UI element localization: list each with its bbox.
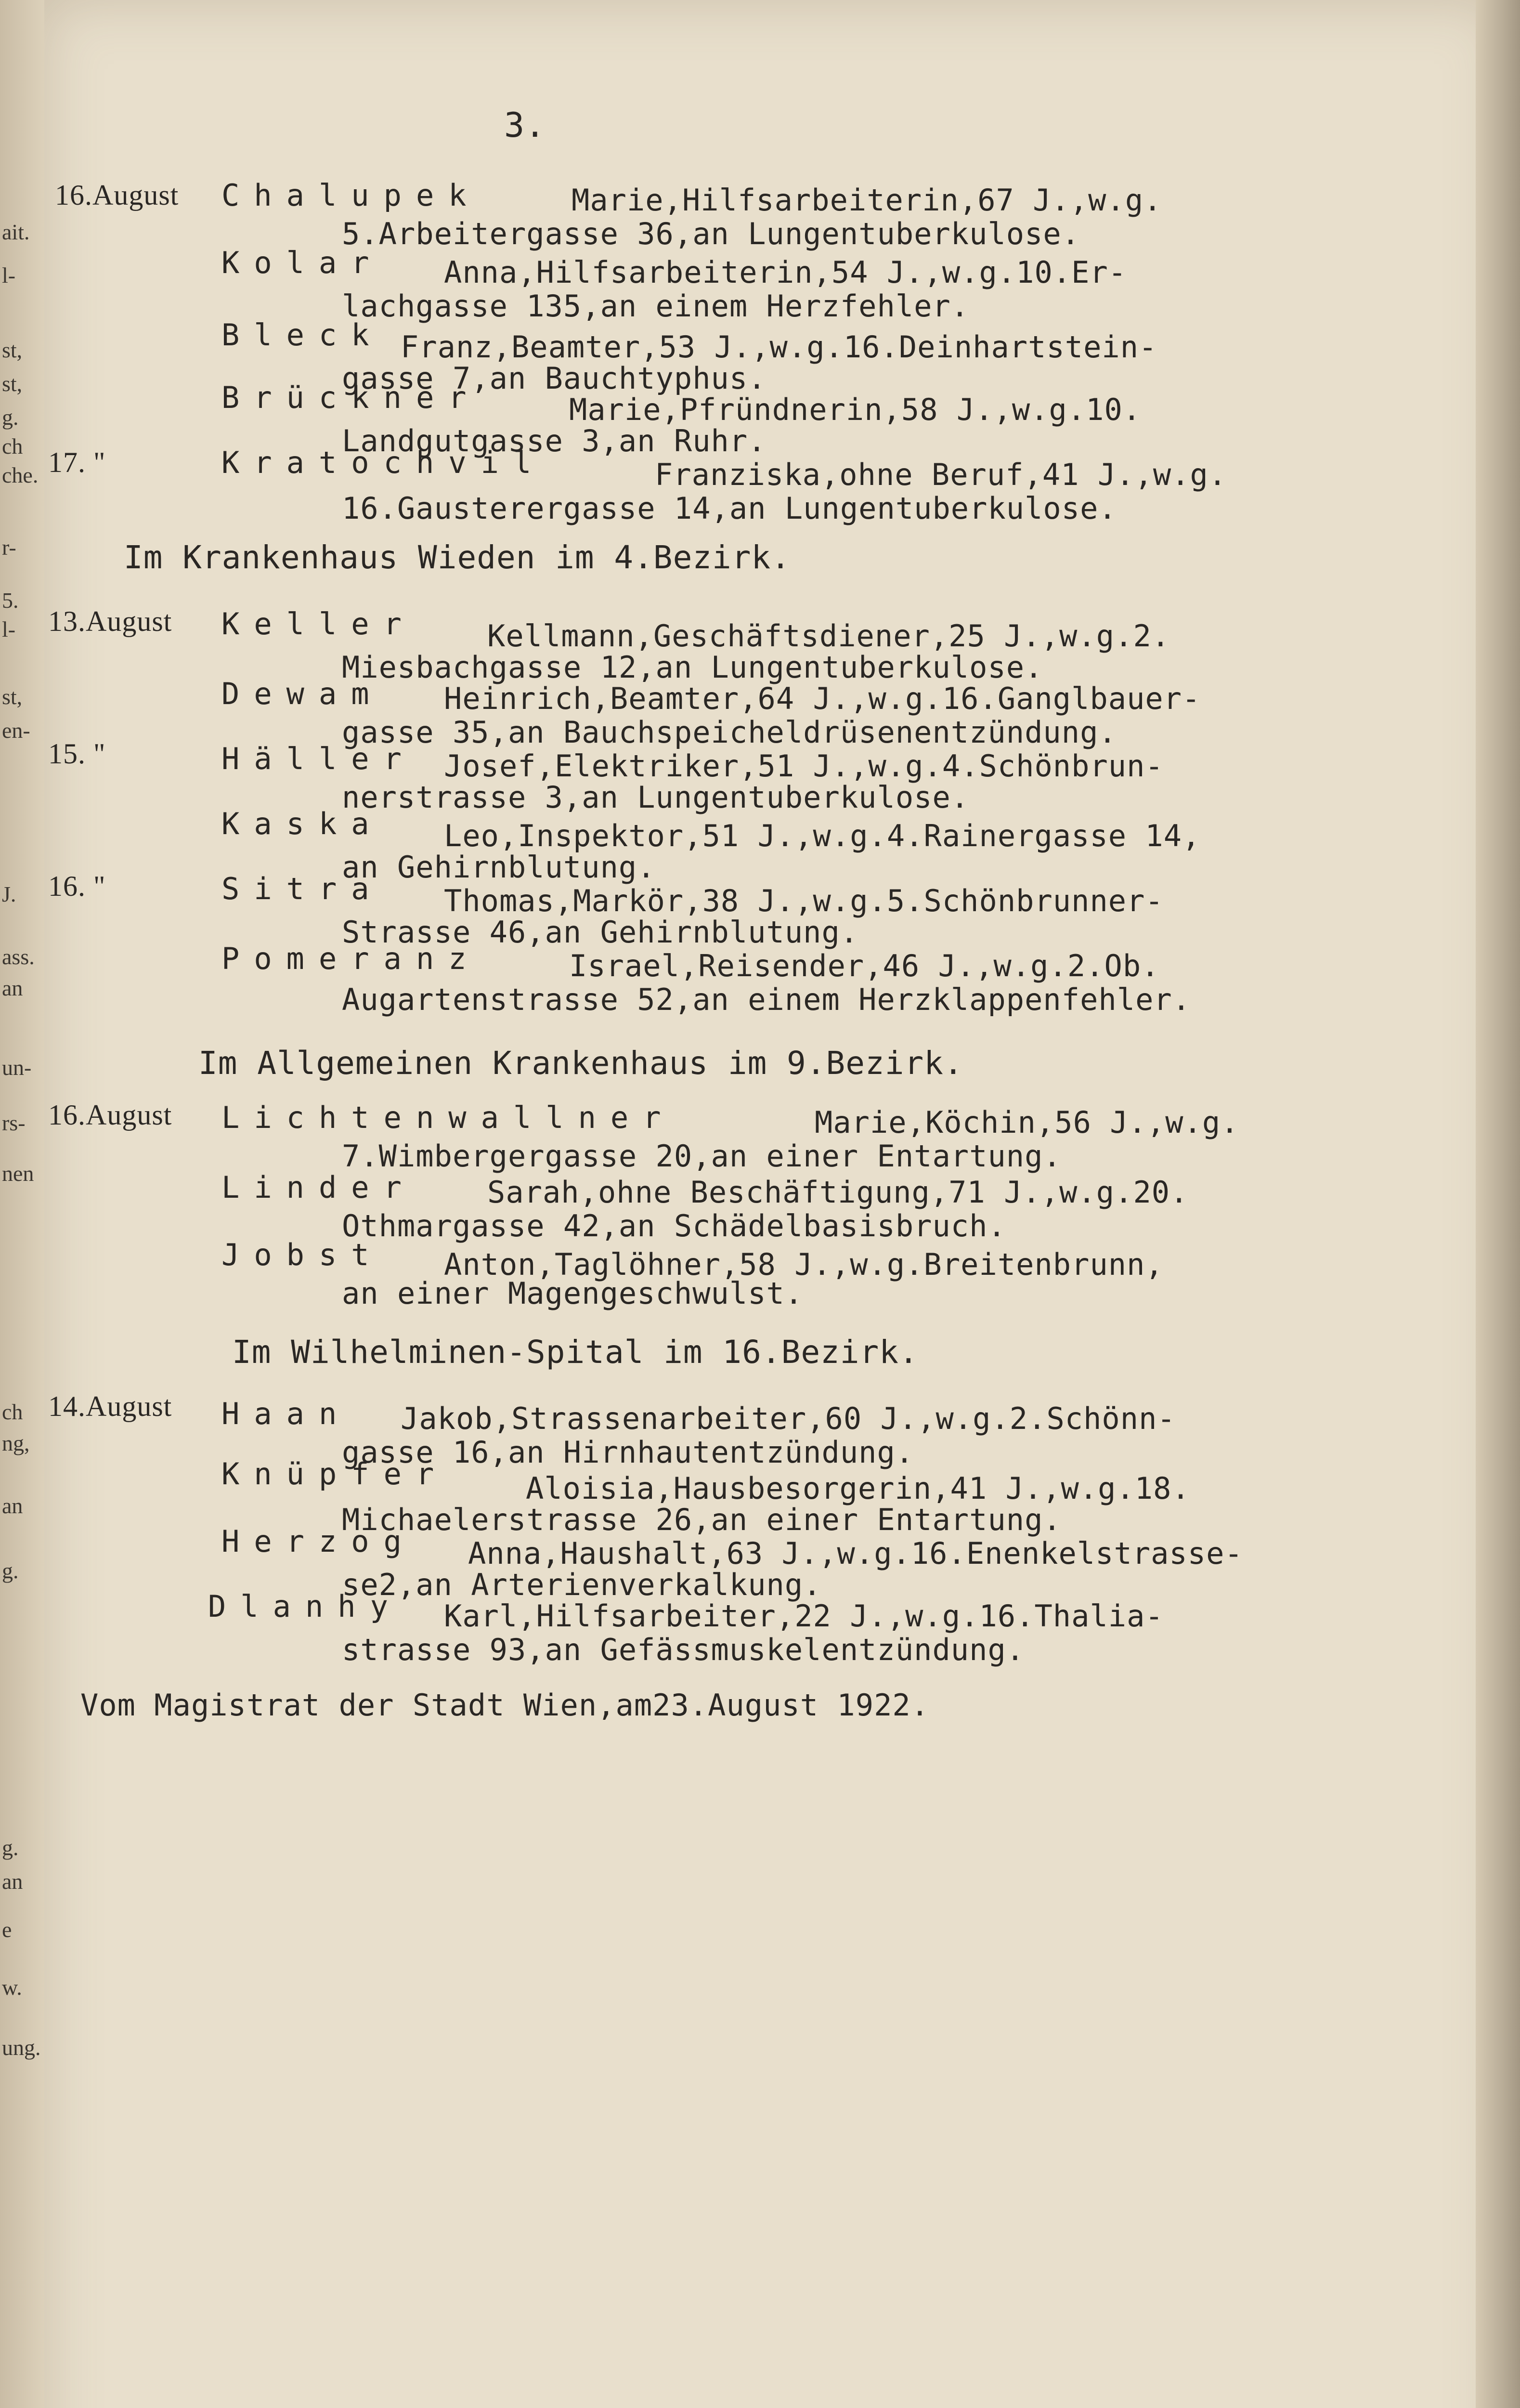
entry-date: 13.August [48, 605, 172, 637]
entry-name: Kolar [221, 245, 384, 280]
entry-line2: gasse 16,an Hirnhautentzündung. [342, 1435, 914, 1470]
entry-name: Keller [221, 606, 416, 641]
entry-line1: Marie,Hilfsarbeiterin,67 J.,w.g. [572, 183, 1162, 218]
entry-line2: Augartenstrasse 52,an einem Herzklappenfehler. [342, 982, 1191, 1017]
margin-fragment: ch [2, 1400, 23, 1424]
entry-line2: Miesbachgasse 12,an Lungentuberkulose. [342, 650, 1043, 685]
entry-line2: Strasse 46,an Gehirnblutung. [342, 915, 859, 950]
margin-fragment: g. [2, 1835, 19, 1860]
entry-name: Dewam [221, 676, 384, 711]
margin-fragment: g. [2, 405, 19, 430]
entry-date: 15. " [48, 738, 106, 770]
margin-fragment: nen [2, 1161, 34, 1186]
page-number: 3. [504, 105, 546, 145]
entry-date: 16.August [55, 179, 179, 211]
entry-line2: se2,an Arterienverkalkung. [342, 1567, 822, 1602]
entry-date: 17. " [48, 446, 106, 478]
margin-fragment: an [2, 1869, 23, 1894]
margin-fragment: e [2, 1917, 12, 1942]
entry-line2: nerstrasse 3,an Lungentuberkulose. [342, 780, 970, 815]
section-heading: Im Allgemeinen Krankenhaus im 9.Bezirk. [198, 1045, 963, 1082]
margin-fragment: st, [2, 338, 23, 362]
entry-line2: Landgutgasse 3,an Ruhr. [342, 423, 766, 458]
margin-fragment: un- [2, 1055, 32, 1080]
entry-line1: Josef,Elektriker,51 J.,w.g.4.Schönbrun- [444, 748, 1164, 784]
entry-date: 16. " [48, 870, 106, 902]
margin-fragment: ng, [2, 1431, 30, 1455]
margin-fragment: ait. [2, 220, 30, 244]
entry-line2: 7.Wimbergergasse 20,an einer Entartung. [342, 1139, 1062, 1174]
section-heading: Im Wilhelminen-Spital im 16.Bezirk. [232, 1334, 919, 1371]
margin-fragment: ung. [2, 2035, 41, 2060]
entry-line1: Sarah,ohne Beschäftigung,71 J.,w.g.20. [487, 1175, 1189, 1210]
margin-fragment: g. [2, 1558, 19, 1583]
entry-line1: Anton,Taglöhner,58 J.,w.g.Breitenbrunn, [444, 1247, 1164, 1282]
margin-fragment: st, [2, 684, 23, 709]
entry-name: Kaska [221, 806, 384, 841]
closing-line: Vom Magistrat der Stadt Wien,am23.August 1922. [80, 1688, 930, 1723]
entry-line1: Anna,Hilfsarbeiterin,54 J.,w.g.10.Er- [444, 255, 1127, 290]
entry-name: Dlanhy [208, 1589, 403, 1624]
entry-line2: an Gehirnblutung. [342, 850, 656, 885]
entry-line1: Anna,Haushalt,63 J.,w.g.16.Enenkelstrasse- [468, 1536, 1243, 1571]
entry-line1: Kellmann,Geschäftsdiener,25 J.,w.g.2. [487, 618, 1170, 654]
entry-name: Jobst [221, 1237, 384, 1272]
entry-line1: Heinrich,Beamter,64 J.,w.g.16.Ganglbauer- [444, 681, 1201, 716]
entry-name: Brückner [221, 380, 481, 415]
entry-date: 14.August [48, 1390, 172, 1422]
entry-line2: gasse 35,an Bauchspeicheldrüsenentzündung. [342, 715, 1117, 750]
entry-line2: 16.Gausterergasse 14,an Lungentuberkulose. [342, 491, 1117, 526]
entry-name: Kratochvil [221, 445, 546, 480]
margin-fragment: en- [2, 718, 30, 743]
entry-line2: an einer Magengeschwulst. [342, 1276, 804, 1311]
entry-name: Sitra [221, 871, 384, 906]
entry-line1: Karl,Hilfsarbeiter,22 J.,w.g.16.Thalia- [444, 1598, 1164, 1634]
entry-name: Häller [221, 741, 416, 776]
entry-date: 16.August [48, 1099, 172, 1131]
margin-fragment: st, [2, 371, 23, 396]
margin-fragment: J. [2, 882, 16, 906]
entry-name: Knüpfer [221, 1456, 449, 1492]
entry-line2: lachgasse 135,an einem Herzfehler. [342, 288, 970, 324]
margin-fragment: 5. [2, 588, 19, 613]
margin-fragment: l- [2, 263, 16, 288]
section-heading: Im Krankenhaus Wieden im 4.Bezirk. [124, 539, 791, 576]
entry-line1: Marie,Pfründnerin,58 J.,w.g.10. [569, 392, 1142, 427]
entry-line2: Michaelerstrasse 26,an einer Entartung. [342, 1502, 1062, 1537]
margin-fragment: w. [2, 1975, 22, 2000]
entry-line2: 5.Arbeitergasse 36,an Lungentuberkulose. [342, 216, 1080, 251]
page-right-edge [1476, 0, 1520, 2408]
entry-name: Bleck [221, 317, 384, 353]
entry-line1: Thomas,Markör,38 J.,w.g.5.Schönbrunner- [444, 883, 1164, 918]
margin-fragment: an [2, 1493, 23, 1518]
entry-line1: Aloisia,Hausbesorgerin,41 J.,w.g.18. [526, 1471, 1190, 1506]
entry-line1: Franz,Beamter,53 J.,w.g.16.Deinhartstein- [401, 329, 1157, 365]
entry-line1: Jakob,Strassenarbeiter,60 J.,w.g.2.Schönn- [401, 1401, 1176, 1436]
entry-name: Chalupek [221, 178, 481, 213]
entry-name: Haan [221, 1396, 351, 1431]
entry-name: Herzog [221, 1524, 416, 1559]
entry-line1: Marie,Köchin,56 J.,w.g. [815, 1105, 1239, 1140]
margin-fragment: an [2, 976, 23, 1000]
entry-line2: Othmargasse 42,an Schädelbasisbruch. [342, 1208, 1006, 1243]
entry-line1: Franziska,ohne Beruf,41 J.,w.g. [655, 457, 1227, 492]
entry-name: Linder [221, 1170, 416, 1205]
margin-fragment: che. [2, 463, 39, 487]
entry-line1: Leo,Inspektor,51 J.,w.g.4.Rainergasse 14, [444, 818, 1201, 853]
margin-fragment: r- [2, 535, 16, 560]
margin-fragment: ass. [2, 944, 35, 969]
margin-fragment: l- [2, 617, 16, 641]
entry-name: Lichtenwallner [221, 1100, 676, 1135]
entry-line2: gasse 7,an Bauchtyphus. [342, 361, 766, 396]
margin-fragment: ch [2, 434, 23, 458]
entry-line2: strasse 93,an Gefässmuskelentzündung. [342, 1632, 1025, 1667]
entry-name: Pomeranz [221, 941, 481, 976]
margin-fragment: rs- [2, 1111, 26, 1135]
document-page [44, 0, 1503, 2408]
entry-line1: Israel,Reisender,46 J.,w.g.2.Ob. [569, 948, 1160, 983]
